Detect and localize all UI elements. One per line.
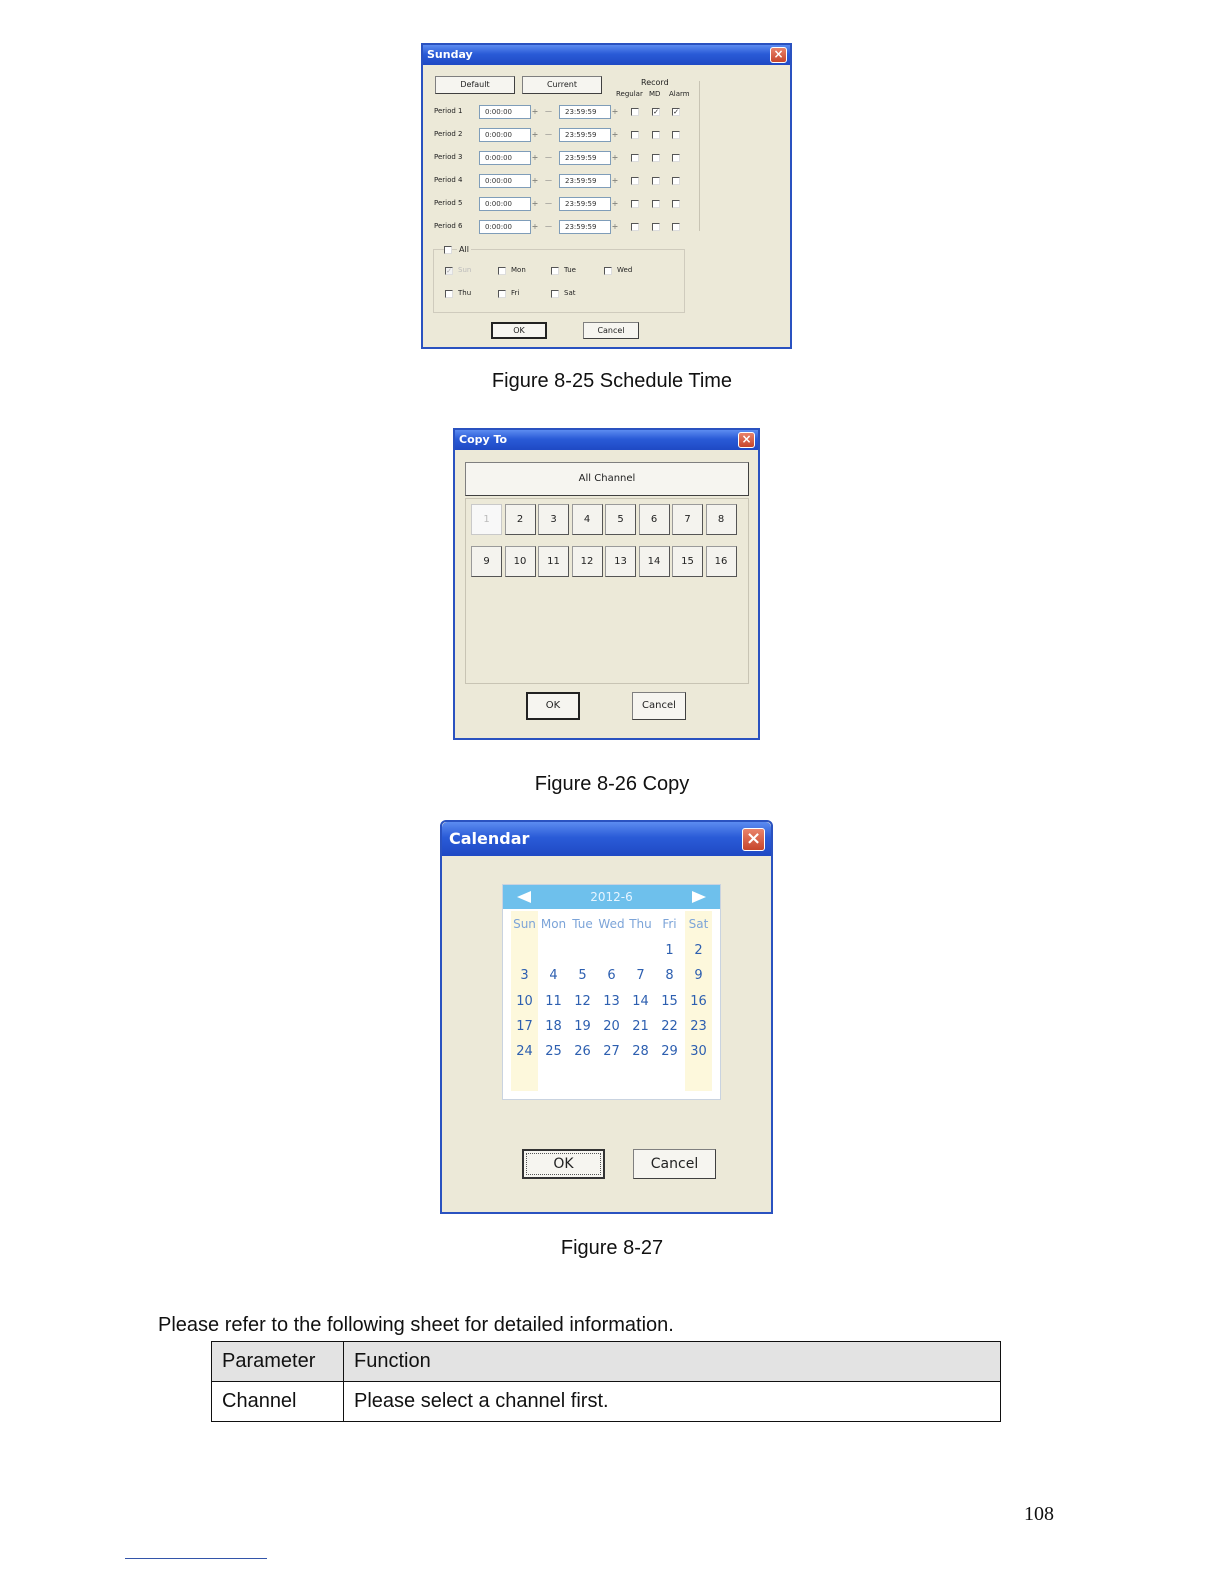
- close-icon[interactable]: ×: [738, 432, 755, 448]
- spin-icon[interactable]: ÷: [611, 107, 619, 116]
- figure-caption-copy: Figure 8-26 Copy: [534, 773, 690, 795]
- regular-column-label: Regular: [616, 90, 643, 98]
- period-end-input[interactable]: 23:59:59: [559, 174, 611, 188]
- calendar-day[interactable]: 17: [516, 1018, 533, 1034]
- spin-icon[interactable]: ÷: [531, 153, 539, 162]
- period-start-input[interactable]: 0:00:00: [479, 197, 531, 211]
- calendar-dialog: [440, 820, 773, 1214]
- spin-icon[interactable]: ÷: [531, 176, 539, 185]
- calendar-day[interactable]: 30: [690, 1044, 707, 1060]
- period-end-input[interactable]: 23:59:59: [559, 220, 611, 234]
- weekday-header: Fri: [662, 917, 677, 931]
- ok-focus-rect: OK: [526, 1153, 601, 1175]
- ok-button[interactable]: [522, 1149, 605, 1179]
- record-divider: [699, 81, 700, 231]
- default-button[interactable]: Default: [435, 76, 515, 94]
- regular-checkbox[interactable]: [631, 108, 639, 116]
- figure-caption-schedule: Figure 8-25 Schedule Time: [491, 370, 733, 392]
- calendar-day[interactable]: 23: [690, 1018, 707, 1034]
- table-header-row: [212, 1342, 1001, 1382]
- schedule-dialog-title: Sunday: [423, 45, 790, 65]
- calendar-day[interactable]: 5: [578, 968, 587, 984]
- period-label: Period 2: [434, 130, 463, 138]
- period-label: Period 5: [434, 199, 463, 207]
- calendar-day[interactable]: 12: [574, 993, 591, 1009]
- day-label: Thu: [458, 289, 472, 297]
- channel-button[interactable]: 2: [505, 504, 536, 535]
- alarm-column-label: Alarm: [669, 90, 690, 98]
- day-checkbox-thu[interactable]: [445, 290, 453, 298]
- calendar-day[interactable]: 16: [690, 993, 707, 1009]
- period-label: Period 1: [434, 107, 463, 115]
- day-label: Sun: [458, 266, 472, 274]
- ok-button[interactable]: OK: [526, 692, 580, 720]
- period-end-input[interactable]: 23:59:59: [559, 128, 611, 142]
- period-label: Period 4: [434, 176, 463, 184]
- range-dash: —: [545, 130, 552, 138]
- day-checkbox-sat[interactable]: [551, 290, 559, 298]
- channel-button[interactable]: 7: [672, 504, 703, 535]
- spin-icon[interactable]: ÷: [611, 222, 619, 231]
- calendar-day[interactable]: 29: [661, 1044, 678, 1060]
- alarm-checkbox[interactable]: [672, 223, 680, 231]
- weekday-header: Mon: [540, 917, 567, 931]
- days-group: [433, 249, 685, 313]
- md-checkbox[interactable]: [652, 177, 660, 185]
- footnote-rule: [125, 1558, 267, 1559]
- channel-button[interactable]: 14: [639, 546, 670, 577]
- calendar-day[interactable]: 14: [632, 993, 649, 1009]
- calendar-day[interactable]: 18: [545, 1018, 562, 1034]
- calendar-day[interactable]: 9: [694, 968, 703, 984]
- cancel-button[interactable]: Cancel: [583, 322, 639, 339]
- spin-icon[interactable]: ÷: [611, 153, 619, 162]
- calendar-day[interactable]: 28: [632, 1044, 649, 1060]
- md-checkbox[interactable]: [652, 154, 660, 162]
- period-start-input[interactable]: 0:00:00: [479, 220, 531, 234]
- table-header-cell: Parameter: [212, 1342, 344, 1382]
- table-cell: Please select a channel first.: [344, 1382, 1001, 1422]
- all-label: All: [459, 245, 469, 254]
- calendar-day[interactable]: 11: [545, 993, 562, 1009]
- calendar-day[interactable]: 25: [545, 1044, 562, 1060]
- period-label: Period 3: [434, 153, 463, 161]
- calendar-day[interactable]: 20: [603, 1018, 620, 1034]
- day-label: Fri: [511, 289, 520, 297]
- calendar-month-label: 2012-6: [590, 890, 633, 904]
- md-checkbox[interactable]: [652, 200, 660, 208]
- day-checkbox-sun[interactable]: ✓: [446, 267, 452, 275]
- ok-button[interactable]: OK: [491, 322, 547, 339]
- regular-checkbox[interactable]: [631, 223, 639, 231]
- weekday-header: Sun: [513, 917, 536, 931]
- calendar-day[interactable]: 8: [665, 968, 674, 984]
- spin-icon[interactable]: ÷: [531, 130, 539, 139]
- day-checkbox-tue[interactable]: [551, 267, 559, 275]
- range-dash: —: [545, 107, 552, 115]
- table-row: [212, 1382, 1001, 1422]
- close-icon[interactable]: ×: [742, 828, 765, 851]
- md-checkbox[interactable]: [652, 131, 660, 139]
- channel-button[interactable]: 15: [672, 546, 703, 577]
- all-channel-button[interactable]: All Channel: [465, 462, 749, 496]
- copy-to-dialog-title: Copy To: [455, 430, 758, 450]
- figure-caption-calendar: Figure 8-27: [560, 1237, 664, 1259]
- period-end-input[interactable]: 23:59:59: [559, 105, 611, 119]
- channel-button[interactable]: 8: [706, 504, 737, 535]
- all-checkbox[interactable]: [444, 246, 452, 254]
- calendar-day[interactable]: 27: [603, 1044, 620, 1060]
- range-dash: —: [545, 222, 552, 230]
- intro-paragraph: Please refer to the following sheet for detailed information.: [158, 1314, 674, 1336]
- alarm-checkbox[interactable]: [672, 131, 680, 139]
- channel-button[interactable]: 3: [538, 504, 569, 535]
- range-dash: —: [545, 176, 552, 184]
- cancel-button[interactable]: Cancel: [632, 692, 686, 720]
- calendar-day[interactable]: 7: [636, 968, 645, 984]
- period-label: Period 6: [434, 222, 463, 230]
- weekday-header: Wed: [598, 917, 625, 931]
- spin-icon[interactable]: ÷: [531, 199, 539, 208]
- day-checkbox-wed[interactable]: [604, 267, 612, 275]
- table-header-cell: Function: [344, 1342, 1001, 1382]
- calendar-day[interactable]: 6: [607, 968, 616, 984]
- channel-button[interactable]: 11: [538, 546, 569, 577]
- day-checkbox-mon[interactable]: [498, 267, 506, 275]
- range-dash: —: [545, 199, 552, 207]
- day-label: Mon: [511, 266, 526, 274]
- weekday-header: Tue: [572, 917, 593, 931]
- channel-button[interactable]: 4: [572, 504, 603, 535]
- period-start-input[interactable]: 0:00:00: [479, 151, 531, 165]
- spin-icon[interactable]: ÷: [531, 222, 539, 231]
- regular-checkbox[interactable]: [631, 154, 639, 162]
- page-number: 108: [1024, 1503, 1054, 1525]
- regular-checkbox[interactable]: [631, 200, 639, 208]
- current-button[interactable]: Current: [522, 76, 602, 94]
- next-month-icon[interactable]: [692, 891, 706, 903]
- alarm-checkbox[interactable]: [672, 200, 680, 208]
- calendar-day[interactable]: 1: [665, 943, 674, 958]
- calendar-day[interactable]: 10: [516, 993, 533, 1009]
- day-label: Wed: [617, 266, 633, 274]
- weekday-header: Sat: [688, 917, 709, 931]
- period-start-input[interactable]: 0:00:00: [479, 174, 531, 188]
- day-label: Sat: [564, 289, 576, 297]
- calendar-day[interactable]: 19: [574, 1018, 591, 1034]
- calendar-day[interactable]: 21: [632, 1018, 649, 1034]
- record-label: Record: [641, 78, 669, 87]
- md-checkbox[interactable]: [652, 223, 660, 231]
- table-cell: Channel: [212, 1382, 344, 1422]
- calendar-dialog-title: Calendar: [442, 822, 771, 856]
- channel-button[interactable]: 16: [706, 546, 737, 577]
- regular-checkbox[interactable]: [631, 131, 639, 139]
- calendar-day[interactable]: 15: [661, 993, 678, 1009]
- alarm-checkbox[interactable]: [672, 177, 680, 185]
- channel-button[interactable]: 12: [572, 546, 603, 577]
- period-start-input[interactable]: 0:00:00: [479, 128, 531, 142]
- regular-checkbox[interactable]: [631, 177, 639, 185]
- md-column-label: MD: [649, 90, 661, 98]
- copy-to-dialog: [453, 428, 760, 740]
- period-start-input[interactable]: 0:00:00: [479, 105, 531, 119]
- alarm-checkbox[interactable]: [672, 154, 680, 162]
- schedule-dialog: [421, 43, 792, 349]
- calendar-day[interactable]: 13: [603, 993, 620, 1009]
- md-checkbox[interactable]: ✓: [653, 108, 659, 116]
- calendar-day[interactable]: 22: [661, 1018, 678, 1034]
- calendar-day[interactable]: 3: [520, 968, 529, 984]
- day-checkbox-fri[interactable]: [498, 290, 506, 298]
- channel-button[interactable]: 1: [471, 504, 502, 535]
- period-end-input[interactable]: 23:59:59: [559, 197, 611, 211]
- channel-button[interactable]: 6: [639, 504, 670, 535]
- alarm-checkbox[interactable]: ✓: [673, 108, 679, 116]
- spin-icon[interactable]: ÷: [611, 176, 619, 185]
- spin-icon[interactable]: ÷: [611, 199, 619, 208]
- spin-icon[interactable]: ÷: [531, 107, 539, 116]
- channel-button[interactable]: 10: [505, 546, 536, 577]
- weekday-header: Thu: [629, 917, 652, 931]
- cancel-button[interactable]: Cancel: [633, 1149, 716, 1179]
- channel-button[interactable]: 9: [471, 546, 502, 577]
- channel-button[interactable]: 13: [605, 546, 636, 577]
- channel-button[interactable]: 5: [605, 504, 636, 535]
- spin-icon[interactable]: ÷: [611, 130, 619, 139]
- parameter-table: [211, 1341, 1001, 1422]
- day-label: Tue: [564, 266, 576, 274]
- calendar-panel: [502, 884, 721, 1100]
- calendar-day[interactable]: 4: [549, 968, 558, 984]
- close-icon[interactable]: ×: [770, 47, 787, 63]
- range-dash: —: [545, 153, 552, 161]
- calendar-day[interactable]: 2: [694, 943, 703, 958]
- calendar-day[interactable]: 24: [516, 1044, 533, 1060]
- period-end-input[interactable]: 23:59:59: [559, 151, 611, 165]
- calendar-day[interactable]: 26: [574, 1044, 591, 1060]
